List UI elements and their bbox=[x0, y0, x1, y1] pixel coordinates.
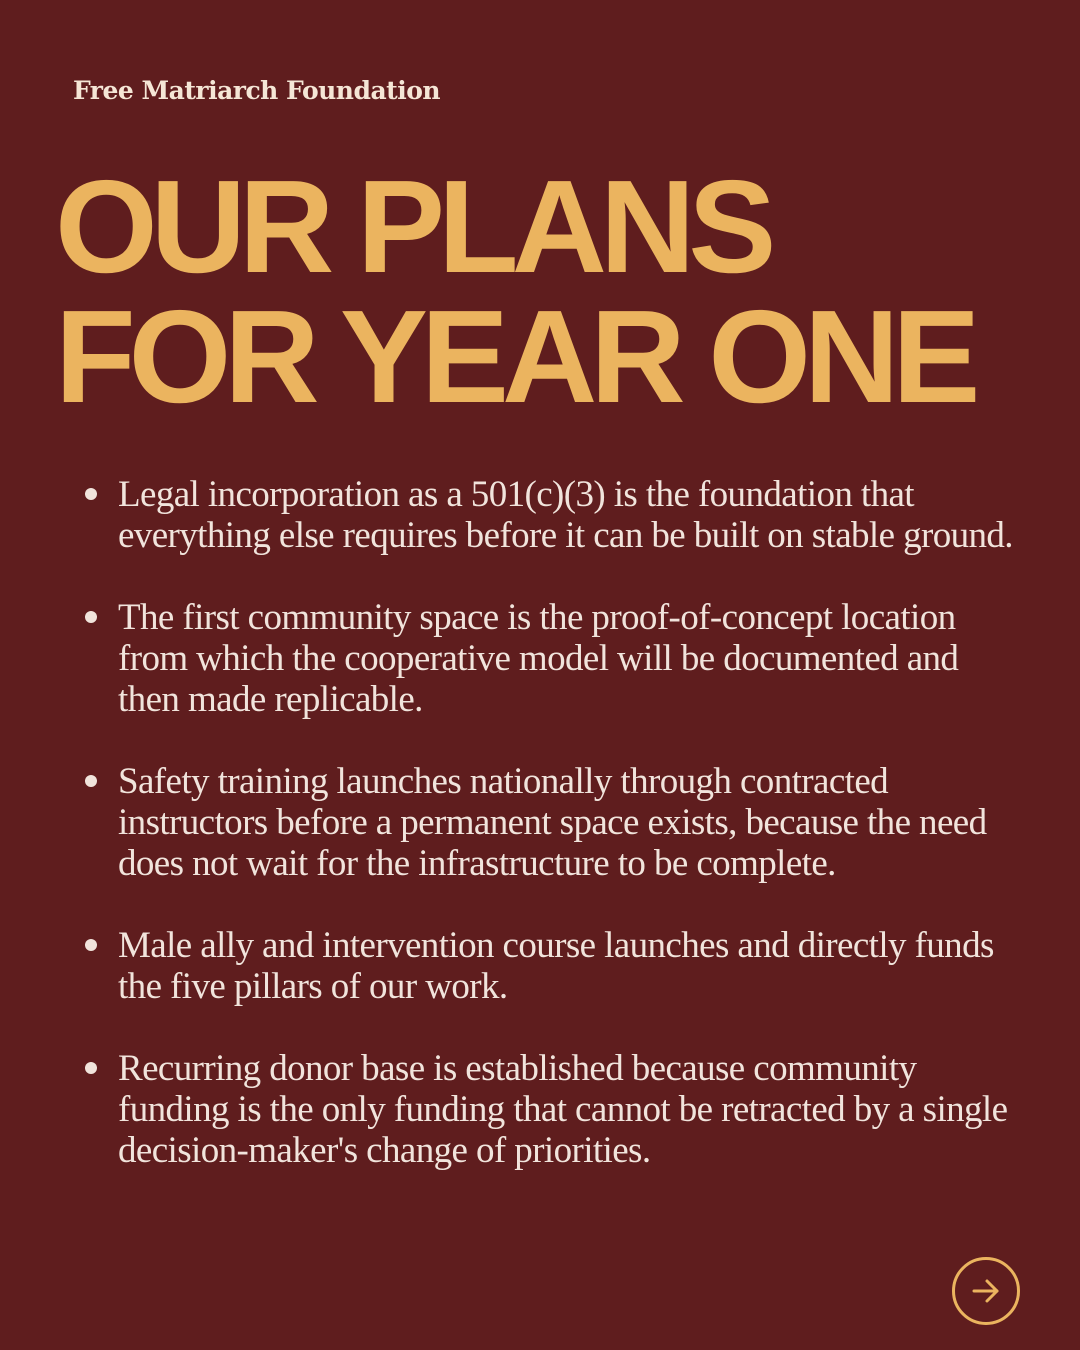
plan-item bbox=[82, 1048, 1022, 1171]
plan-text: Legal incorporation as a 501(c)(3) is the foundation that everything else requires before it can be built on stable ground. bbox=[118, 474, 1013, 556]
plan-text: The first community space is the proof-of-concept location from which the cooperative model will be documented and then made replicable. bbox=[118, 597, 959, 720]
plans-list bbox=[82, 474, 1022, 1212]
plan-text: Recurring donor base is established because community funding is the only funding that cannot be retracted by a single decision-maker's change of priorities. bbox=[118, 1048, 1008, 1171]
plan-item bbox=[82, 925, 1022, 1007]
bullet-dot bbox=[85, 488, 97, 500]
plan-text: Male ally and intervention course launches and directly funds the five pillars of our work. bbox=[118, 925, 994, 1007]
bullet-dot bbox=[85, 611, 97, 623]
bullet-dot bbox=[85, 1062, 97, 1074]
plan-item bbox=[82, 474, 1022, 556]
plan-item bbox=[82, 761, 1022, 884]
org-name: Free Matriarch Foundation bbox=[73, 76, 441, 105]
headline bbox=[55, 153, 974, 430]
plan-item bbox=[82, 597, 1022, 720]
next-slide-button[interactable] bbox=[952, 1257, 1020, 1325]
plan-text: Safety training launches nationally through contracted instructors before a permanent space exists, because the need does not wait for the infrastructure to be complete. bbox=[118, 761, 987, 884]
headline-line-1: OUR PLANS bbox=[55, 153, 770, 300]
bullet-dot bbox=[85, 775, 97, 787]
arrow-right-icon bbox=[967, 1272, 1005, 1310]
bullet-dot bbox=[85, 939, 97, 951]
headline-line-2: FOR YEAR ONE bbox=[55, 283, 974, 430]
